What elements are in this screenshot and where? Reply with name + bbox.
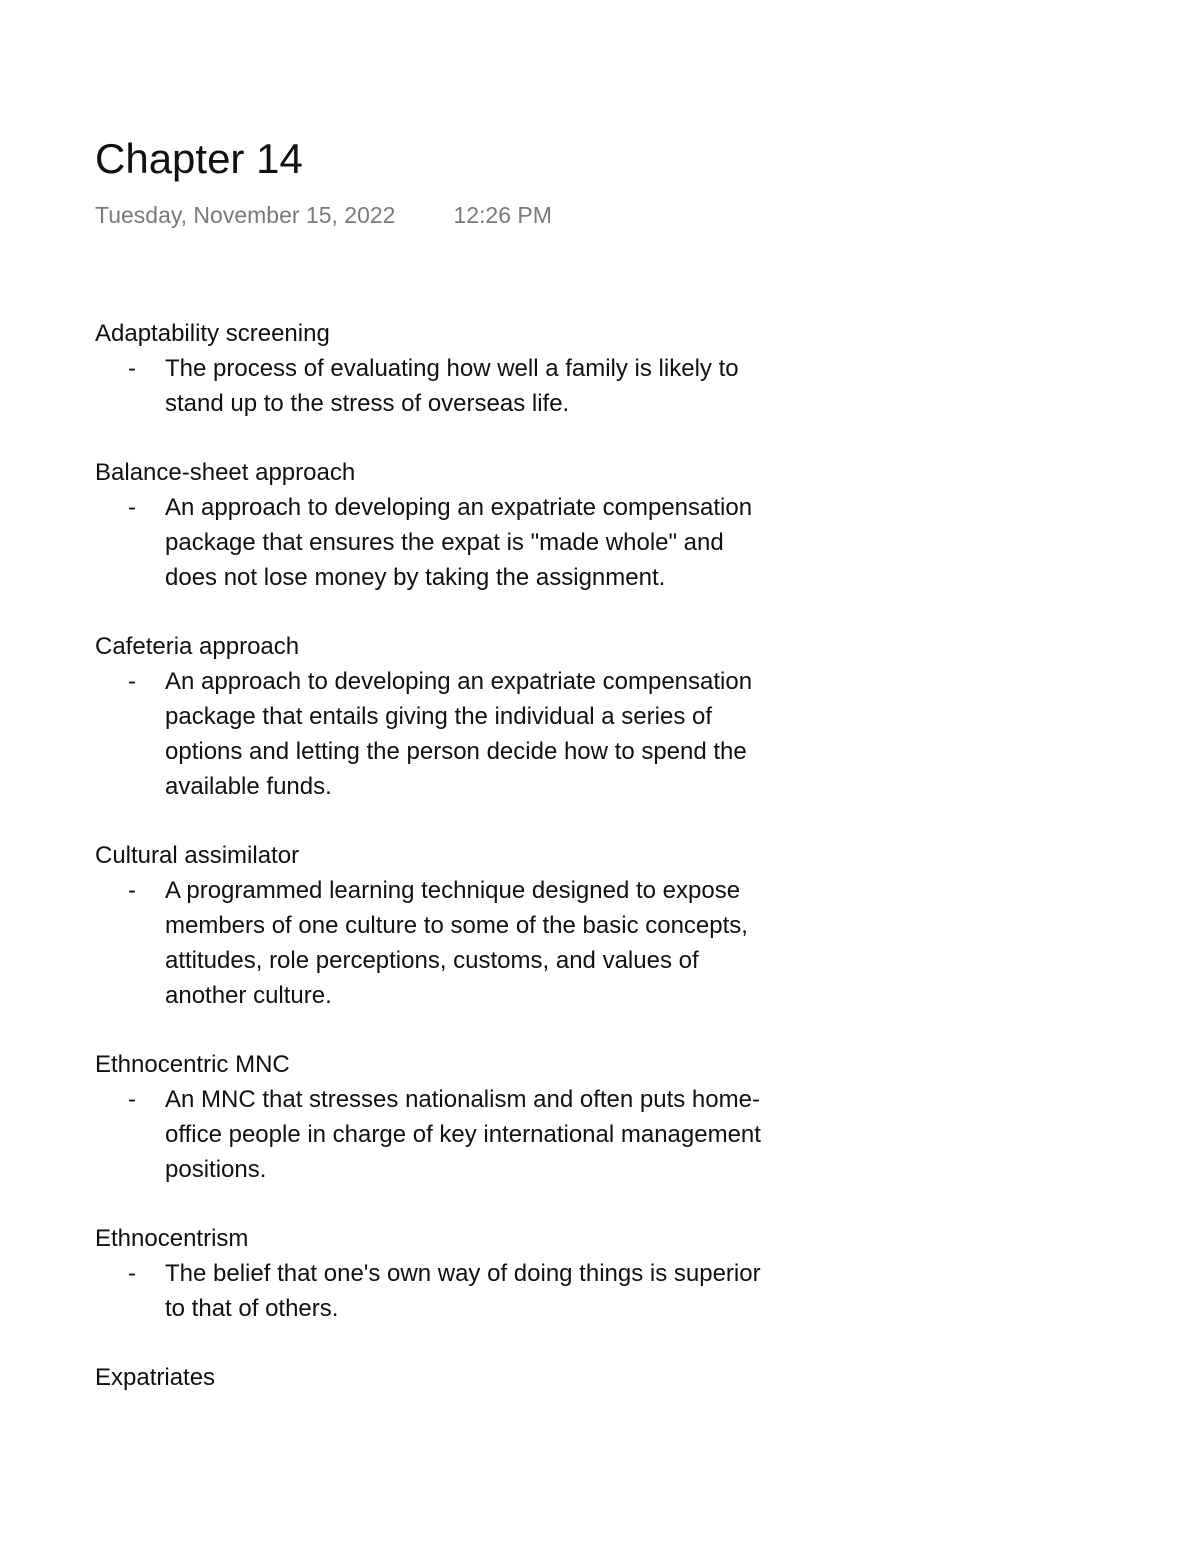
definition-row [95, 664, 855, 804]
definition-row [95, 351, 855, 421]
page-title: Chapter 14 [95, 135, 303, 182]
list-marker: - [128, 1260, 136, 1287]
glossary-term: Expatriates [95, 1364, 216, 1391]
note-page [95, 130, 855, 1429]
glossary-term: Ethnocentric MNC [95, 1051, 290, 1078]
glossary-entry [95, 629, 855, 804]
glossary-definition: The belief that one's own way of doing things is superior to that of others. [165, 1260, 761, 1322]
list-marker: - [128, 494, 136, 521]
definition-row [95, 490, 855, 595]
glossary-entry [95, 838, 855, 1013]
glossary-definition: An approach to developing an expatriate compensation package that entails giving the individual a series of options and letting the person decide how to spend the available funds. [165, 668, 753, 800]
page-time: 12:26 PM [453, 202, 552, 228]
page-date: Tuesday, November 15, 2022 [95, 202, 396, 228]
page-meta [95, 200, 855, 230]
glossary-entry [95, 1047, 855, 1187]
list-marker: - [128, 1086, 136, 1113]
glossary-entry [95, 455, 855, 595]
glossary-definition: A programmed learning technique designed to expose members of one culture to some of the basic concepts, attitudes, role perceptions, customs, and values of another culture. [165, 877, 748, 1009]
list-marker: - [128, 877, 136, 904]
glossary-entry [95, 1221, 855, 1326]
glossary-definition: An MNC that stresses nationalism and often puts home-office people in charge of key international management positions. [165, 1086, 761, 1183]
definition-row [95, 1082, 855, 1187]
definition-row [95, 1256, 855, 1326]
definition-row [95, 873, 855, 1013]
glossary-entry [95, 1360, 855, 1395]
glossary-definition: An approach to developing an expatriate compensation package that ensures the expat is "made whole" and does not lose money by taking the assignment. [165, 494, 753, 591]
glossary-term: Balance-sheet approach [95, 459, 356, 486]
glossary-term: Adaptability screening [95, 320, 330, 347]
glossary-entry [95, 316, 855, 421]
list-marker: - [128, 355, 136, 382]
glossary-term: Cafeteria approach [95, 633, 300, 660]
glossary-term: Cultural assimilator [95, 842, 300, 869]
list-marker: - [128, 668, 136, 695]
glossary-list [95, 316, 855, 1395]
glossary-term: Ethnocentrism [95, 1225, 249, 1252]
glossary-definition: The process of evaluating how well a family is likely to stand up to the stress of overseas life. [165, 355, 739, 417]
